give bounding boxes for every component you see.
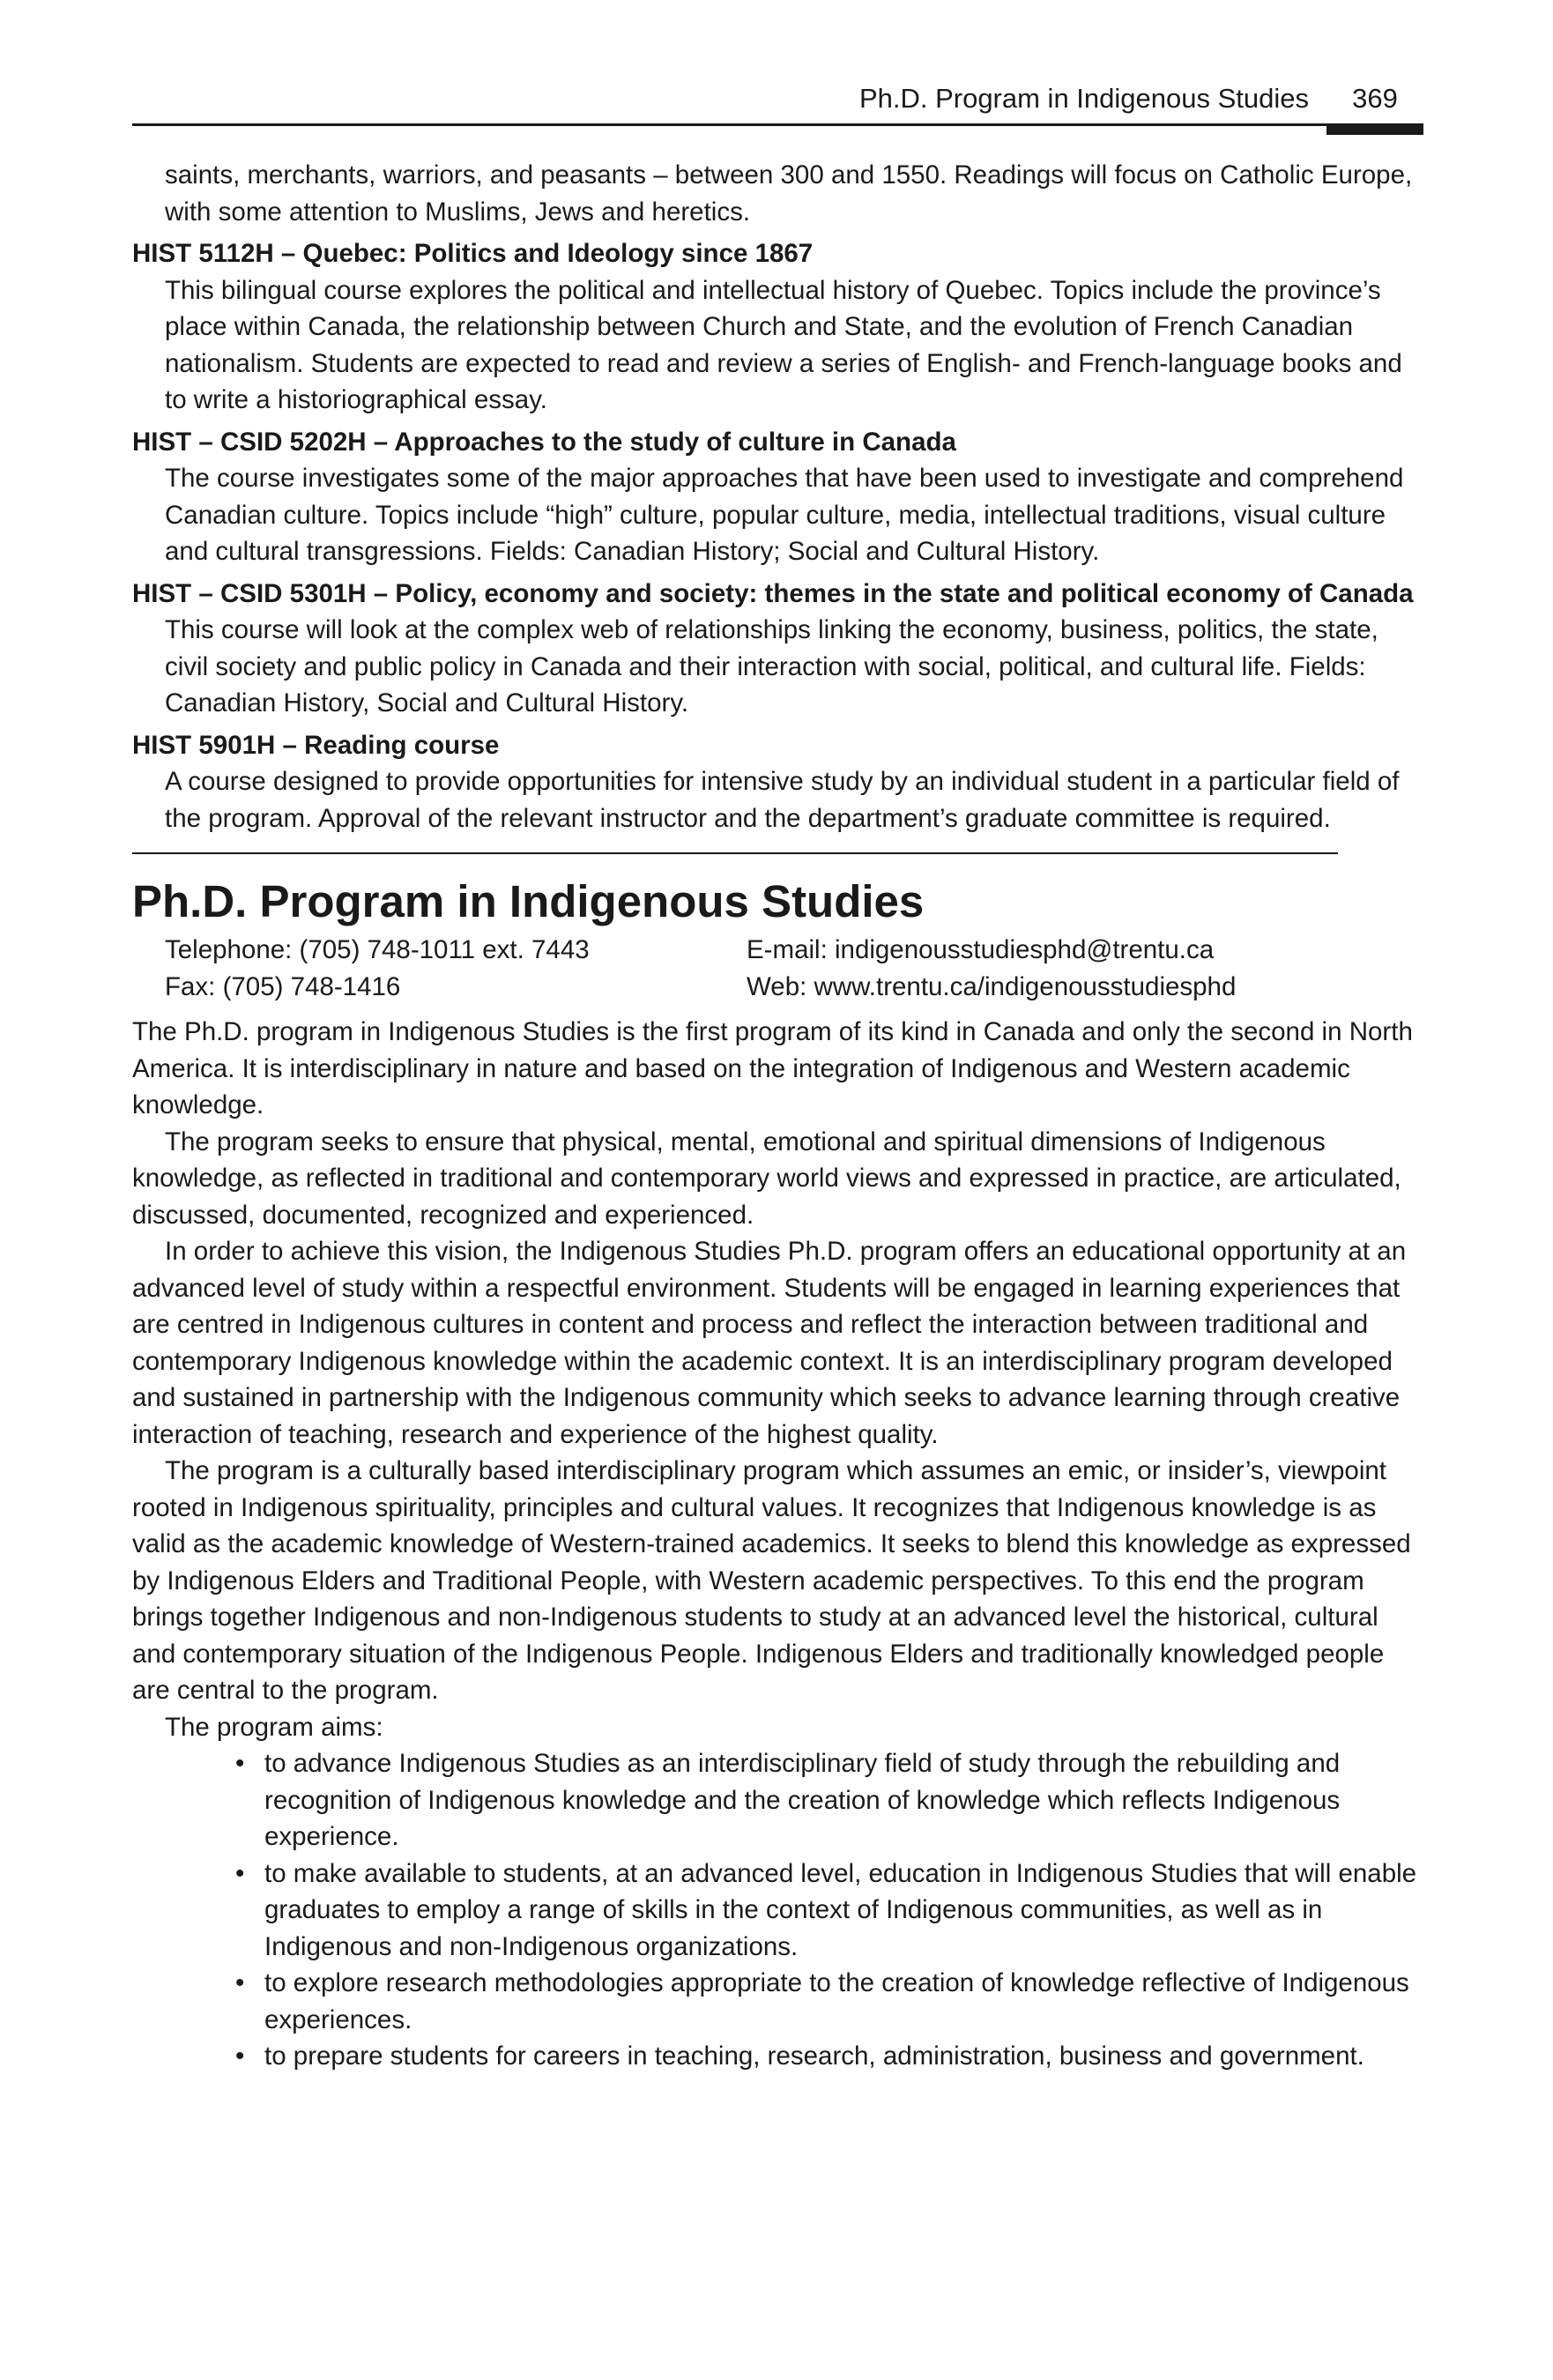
list-item (235, 1745, 1423, 1856)
body-paragraph: The Ph.D. program in Indigenous Studies is the first program of its kind in Canada and only the second in North America. It is interdisciplinary in nature and based on the integration of Indigenous and Western academic knowledge. (132, 1017, 1413, 1119)
list-item-text: to advance Indigenous Studies as an interdisciplinary field of study through the rebuilding and recognition of Indigenous knowledge and the creation of knowledge which reflects Indigenous experience. (264, 1749, 1341, 1851)
bullet-icon: • (235, 1968, 245, 1997)
course-description: This course will look at the complex web of relationships linking the economy, business, politics, the state, civil society and public policy in Canada and their interaction with social, political, and cultural life. Fields: Canadian History, Social and Cultural History. (165, 615, 1378, 718)
list-item-text: to explore research methodologies appropriate to the creation of knowledge reflective of Indigenous experiences. (264, 1968, 1409, 2034)
page-content (132, 157, 1423, 2075)
course-entry (132, 424, 1423, 570)
bullet-icon: • (235, 1858, 245, 1888)
course-entry (132, 576, 1423, 722)
running-header (132, 72, 1423, 126)
course-title: HIST – CSID 5301H – Policy, economy and society: themes in the state and political economy of Canada (132, 578, 1414, 608)
body-paragraph: The program is a culturally based interdisciplinary program which assumes an emic, or insider’s, viewpoint rooted in Indigenous spirituality, principles and cultural values. It recognizes that Indigenous knowledge is as valid as the academic knowledge of Western-trained academics. It seeks to blend this knowledge as expressed by Indigenous Elders and Traditional People, with Western academic perspectives. To this end the program brings together Indigenous and non-Indigenous students to study at an advanced level the historical, cultural and contemporary situation of the Indigenous People. Indigenous Elders and traditionally knowledged people are central to the program. (132, 1456, 1411, 1705)
list-item-text: to prepare students for careers in teaching, research, administration, business and government. (264, 2042, 1364, 2071)
body-paragraph: The program seeks to ensure that physical, mental, emotional and spiritual dimensions of Indigenous knowledge, as reflected in traditional and contemporary world views and expressed in practice, are articulated, discussed, documented, recognized and experienced. (132, 1127, 1401, 1230)
contact-info (132, 932, 1423, 1005)
contact-telephone: Telephone: (705) 748-1011 ext. 7443 (165, 935, 590, 964)
aims-list (132, 1745, 1423, 2075)
course-entry (132, 235, 1423, 419)
page-number: 369 (1352, 83, 1398, 114)
course-description: This bilingual course explores the political and intellectual history of Quebec. Topics include the province’s place within Canada, the relationship between Church and State, and the evolution of French Canadian nationalism. Students are expected to read and review a series of English- and French-language books and to write a historiographical essay. (165, 275, 1402, 414)
running-title: Ph.D. Program in Indigenous Studies (858, 83, 1309, 114)
continued-course-text: saints, merchants, warriors, and peasants – between 300 and 1550. Readings will focus on Catholic Europe, with some attention to Muslims, Jews and heretics. (165, 160, 1413, 227)
contact-fax: Fax: (705) 748-1416 (165, 971, 401, 1001)
section-title: Ph.D. Program in Indigenous Studies (132, 876, 925, 926)
aims-intro: The program aims: (165, 1712, 383, 1742)
course-entry (132, 727, 1423, 837)
course-title: HIST 5901H – Reading course (132, 730, 500, 760)
body-paragraph: In order to achieve this vision, the Indigenous Studies Ph.D. program offers an educational opportunity at an advanced level of study within a respectful environment. Students will be engaged in learning experiences that are centred in Indigenous cultures in content and process and reflect the interaction between traditional and contemporary Indigenous knowledge within the academic context. It is an interdisciplinary program developed and sustained in partnership with the Indigenous community which seeks to advance learning through creative interaction of teaching, research and experience of the highest quality. (132, 1237, 1407, 1449)
list-item (235, 2038, 1423, 2075)
course-description: The course investigates some of the major approaches that have been used to investigate and comprehend Canadian culture. Topics include “high” culture, popular culture, media, intellectual traditions, visual culture and cultural transgressions. Fields: Canadian History; Social and Cultural History. (165, 464, 1404, 566)
section-divider (132, 852, 1338, 854)
header-tab-bar (1326, 123, 1423, 135)
bullet-icon: • (235, 2042, 245, 2071)
list-item (235, 1965, 1423, 2038)
list-item-text: to make available to students, at an advanced level, education in Indigenous Studies that will enable graduates to employ a range of skills in the context of Indigenous communities, as well as in Indigenous and non-Indigenous organizations. (264, 1858, 1417, 1961)
course-title: HIST 5112H – Quebec: Politics and Ideology since 1867 (132, 239, 814, 268)
contact-web: Web: www.trentu.ca/indigenousstudiesphd (747, 971, 1237, 1001)
contact-email: E-mail: indigenousstudiesphd@trentu.ca (747, 935, 1215, 964)
bullet-icon: • (235, 1749, 245, 1778)
course-title: HIST – CSID 5202H – Approaches to the study of culture in Canada (132, 427, 956, 457)
course-description: A course designed to provide opportunities for intensive study by an individual student in a particular field of the program. Approval of the relevant instructor and the department’s graduate committee is required. (165, 767, 1400, 833)
list-item (235, 1856, 1423, 1966)
